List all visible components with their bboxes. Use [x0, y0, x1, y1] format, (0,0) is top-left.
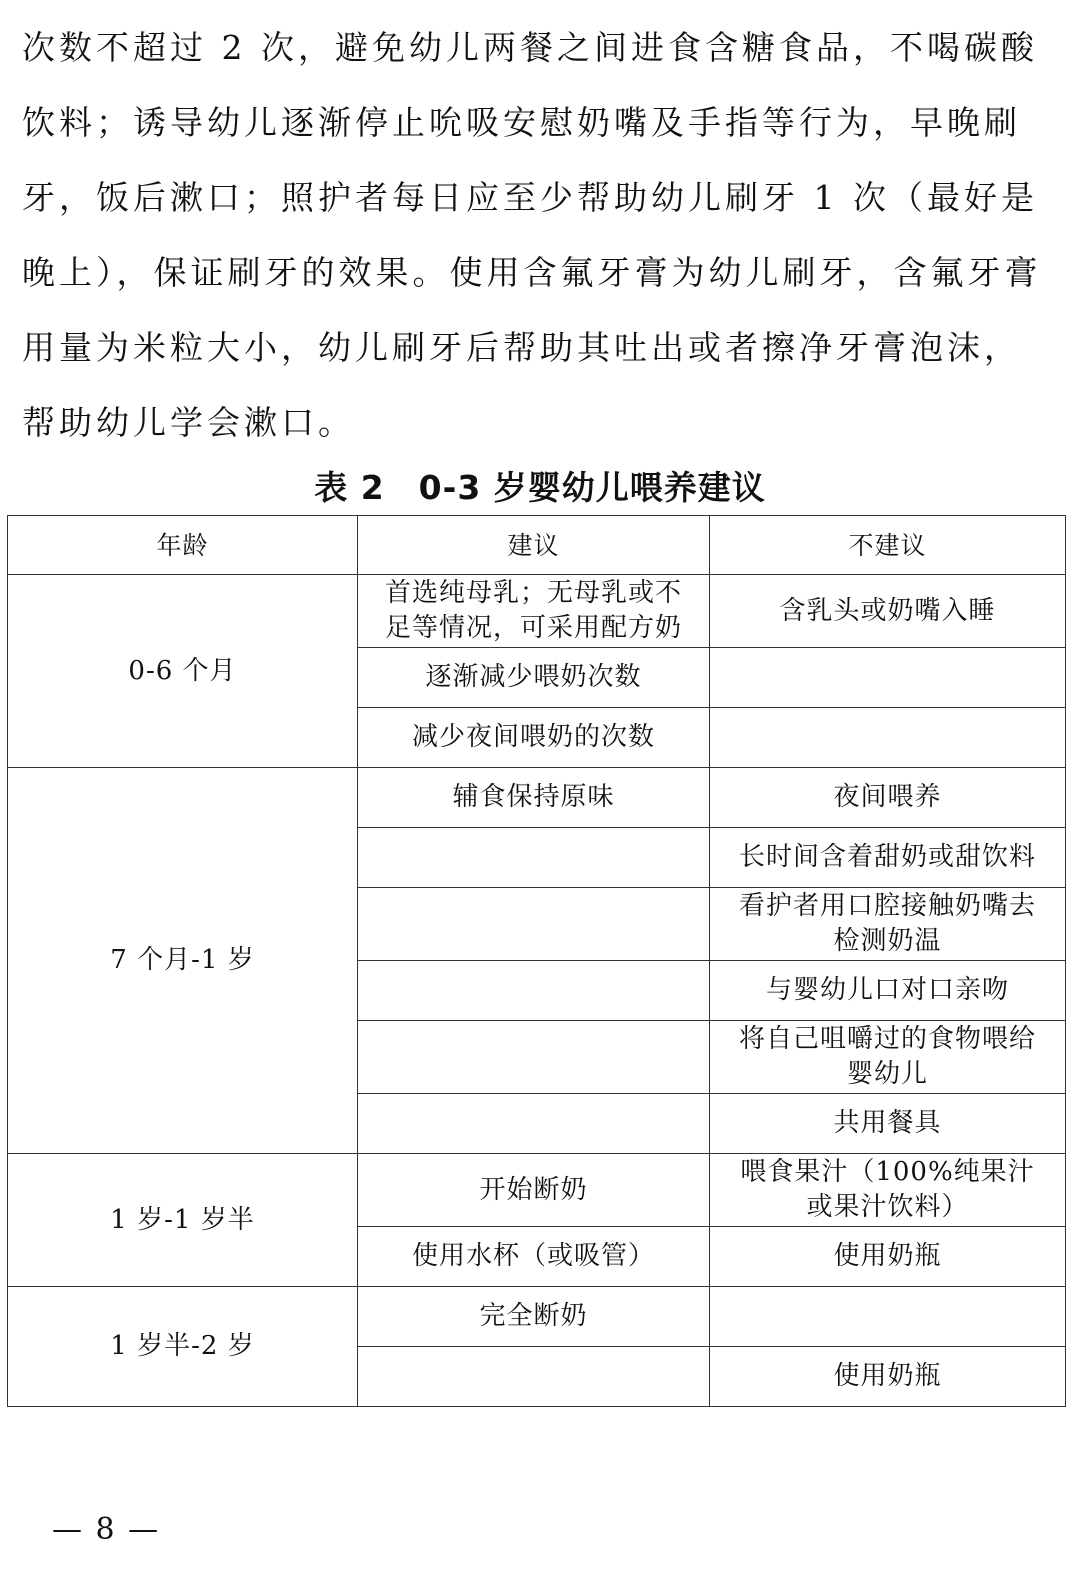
table-row — [8, 575, 1066, 648]
age-cell: 1 岁-1 岁半 — [8, 1154, 358, 1287]
age-cell: 0-6 个月 — [8, 575, 358, 768]
recommend-cell: 辅食保持原味 — [358, 768, 710, 828]
not-recommend-cell: 将自己咀嚼过的食物喂给婴幼儿 — [710, 1021, 1066, 1094]
not-recommend-cell: 共用餐具 — [710, 1094, 1066, 1154]
table-header-row — [8, 516, 1066, 575]
recommend-cell: 减少夜间喂奶的次数 — [358, 708, 710, 768]
age-cell: 1 岁半-2 岁 — [8, 1287, 358, 1407]
not-recommend-cell — [710, 648, 1066, 708]
table-caption: 表 2 0-3 岁婴幼儿喂养建议 — [314, 468, 766, 507]
age-cell: 7 个月-1 岁 — [8, 768, 358, 1154]
paragraph-line: 牙，饭后漱口；照护者每日应至少帮助幼儿刷牙 1 次（最好是 — [22, 178, 1038, 217]
recommend-cell — [358, 888, 710, 961]
not-recommend-cell: 与婴幼儿口对口亲吻 — [710, 961, 1066, 1021]
paragraph-line: 用量为米粒大小，幼儿刷牙后帮助其吐出或者擦净牙膏泡沫， — [22, 328, 1021, 367]
not-recommend-cell: 长时间含着甜奶或甜饮料 — [710, 828, 1066, 888]
table-row — [8, 1287, 1066, 1347]
recommend-cell — [358, 961, 710, 1021]
recommend-cell: 使用水杯（或吸管） — [358, 1227, 710, 1287]
recommend-cell: 首选纯母乳；无母乳或不足等情况，可采用配方奶 — [358, 575, 710, 648]
recommend-cell — [358, 1021, 710, 1094]
paragraph-line: 晚上），保证刷牙的效果。使用含氟牙膏为幼儿刷牙，含氟牙膏 — [22, 253, 1042, 292]
body-paragraph — [22, 10, 1058, 460]
header-recommend: 建议 — [358, 516, 710, 575]
recommend-cell: 开始断奶 — [358, 1154, 710, 1227]
header-not-recommend: 不建议 — [710, 516, 1066, 575]
recommend-cell: 逐渐减少喂奶次数 — [358, 648, 710, 708]
not-recommend-cell: 使用奶瓶 — [710, 1227, 1066, 1287]
recommend-cell — [358, 1094, 710, 1154]
recommend-cell — [358, 1347, 710, 1407]
recommend-cell: 完全断奶 — [358, 1287, 710, 1347]
paragraph-line: 次数不超过 2 次，避免幼儿两餐之间进食含糖食品，不喝碳酸 — [22, 28, 1038, 67]
not-recommend-cell: 使用奶瓶 — [710, 1347, 1066, 1407]
not-recommend-cell: 看护者用口腔接触奶嘴去检测奶温 — [710, 888, 1066, 961]
page-number: — 8 — — [52, 1512, 161, 1547]
not-recommend-cell: 含乳头或奶嘴入睡 — [710, 575, 1066, 648]
not-recommend-cell — [710, 1287, 1066, 1347]
table-row — [8, 768, 1066, 828]
recommend-cell — [358, 828, 710, 888]
header-age: 年龄 — [8, 516, 358, 575]
not-recommend-cell: 喂食果汁（100%纯果汁或果汁饮料） — [710, 1154, 1066, 1227]
paragraph-line: 饮料；诱导幼儿逐渐停止吮吸安慰奶嘴及手指等行为，早晚刷 — [22, 103, 1021, 142]
paragraph-line: 帮助幼儿学会漱口。 — [22, 403, 355, 442]
table-row — [8, 1154, 1066, 1227]
feeding-table — [7, 515, 1066, 1407]
not-recommend-cell — [710, 708, 1066, 768]
not-recommend-cell: 夜间喂养 — [710, 768, 1066, 828]
